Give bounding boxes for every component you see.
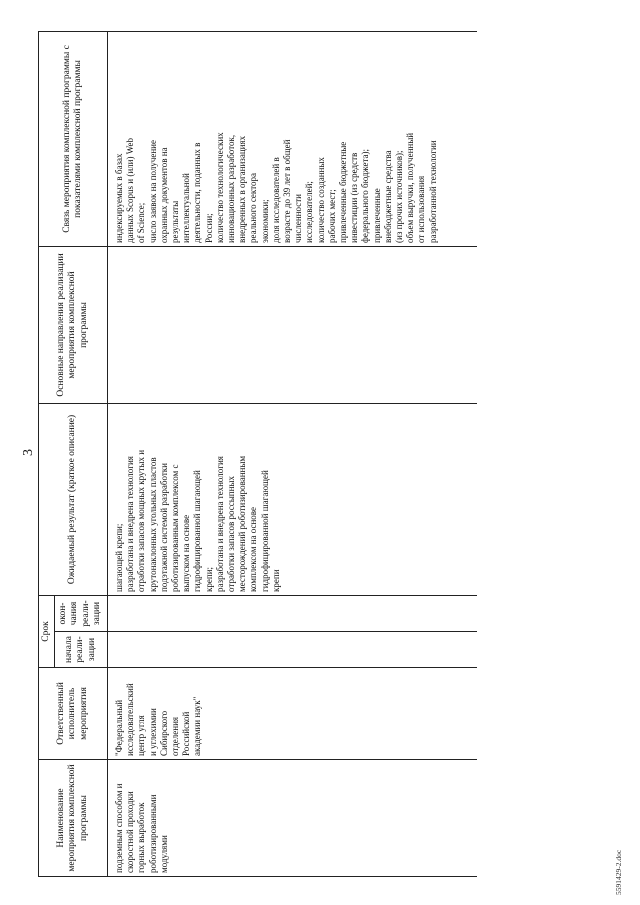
page-number: 3 — [21, 449, 36, 456]
cell-result: шагающей крепи; разработана и внедрена технология отработки запасов мощных крутых и крутонаклонных угольных пластов подэтажной системой разработки роботизированным комплексом с выпуском на основе гидрофицированной шагающей крепи; разработана и внедрена технология отработки запасов россыпных месторождений роботизированным комплексом на основе гидрофицированной шагающей крепи — [108, 403, 478, 595]
cell-name: подземным способом и скоростной проходки горных выработок роботизированными модулями — [108, 760, 478, 877]
header-result: Ожидаемый результат (краткое описание) — [39, 403, 108, 595]
header-name: Наименование мероприятия комплексной программы — [39, 760, 108, 877]
table-row — [108, 31, 478, 876]
header-term-start: начала реали-зации — [54, 632, 107, 668]
header-link: Связь мероприятия комплексной программы с показателями комплексной программы — [39, 31, 108, 246]
cell-executor: "Федеральный исследовательский центр угля и углехимии Сибирского отделения Российской академии наук" — [108, 668, 478, 760]
header-directions: Основные направления реализации мероприятия комплексной программы — [39, 246, 108, 403]
cell-term-start — [108, 632, 478, 668]
cell-directions — [108, 246, 478, 403]
footer-code: 5591429-2.doc — [614, 849, 623, 895]
header-term-end: окон-чания реали-зации — [54, 595, 107, 631]
header-term: Срок — [39, 595, 55, 667]
header-executor: Ответственный исполнитель мероприятия — [39, 668, 108, 760]
cell-link: индексируемых в базах данных Scopus и (или) Web of Science; число заявок на получение охранных документов на результаты интеллектуальной деятельности, поданных в России; количество технологических инновационных разработок, внедренных в организациях реального сектора экономики; доля исследователей в возрасте до 39 лет в общей численности исследователей; количество созданных рабочих мест; привлеченные бюджетные инвестиции (из средств федерального бюджета); привлеченные внебюджетные средства (из прочих источников); объем выручки, полученный от использования разработанной технологии — [108, 31, 478, 246]
program-table — [38, 31, 477, 877]
cell-term-end — [108, 595, 478, 631]
